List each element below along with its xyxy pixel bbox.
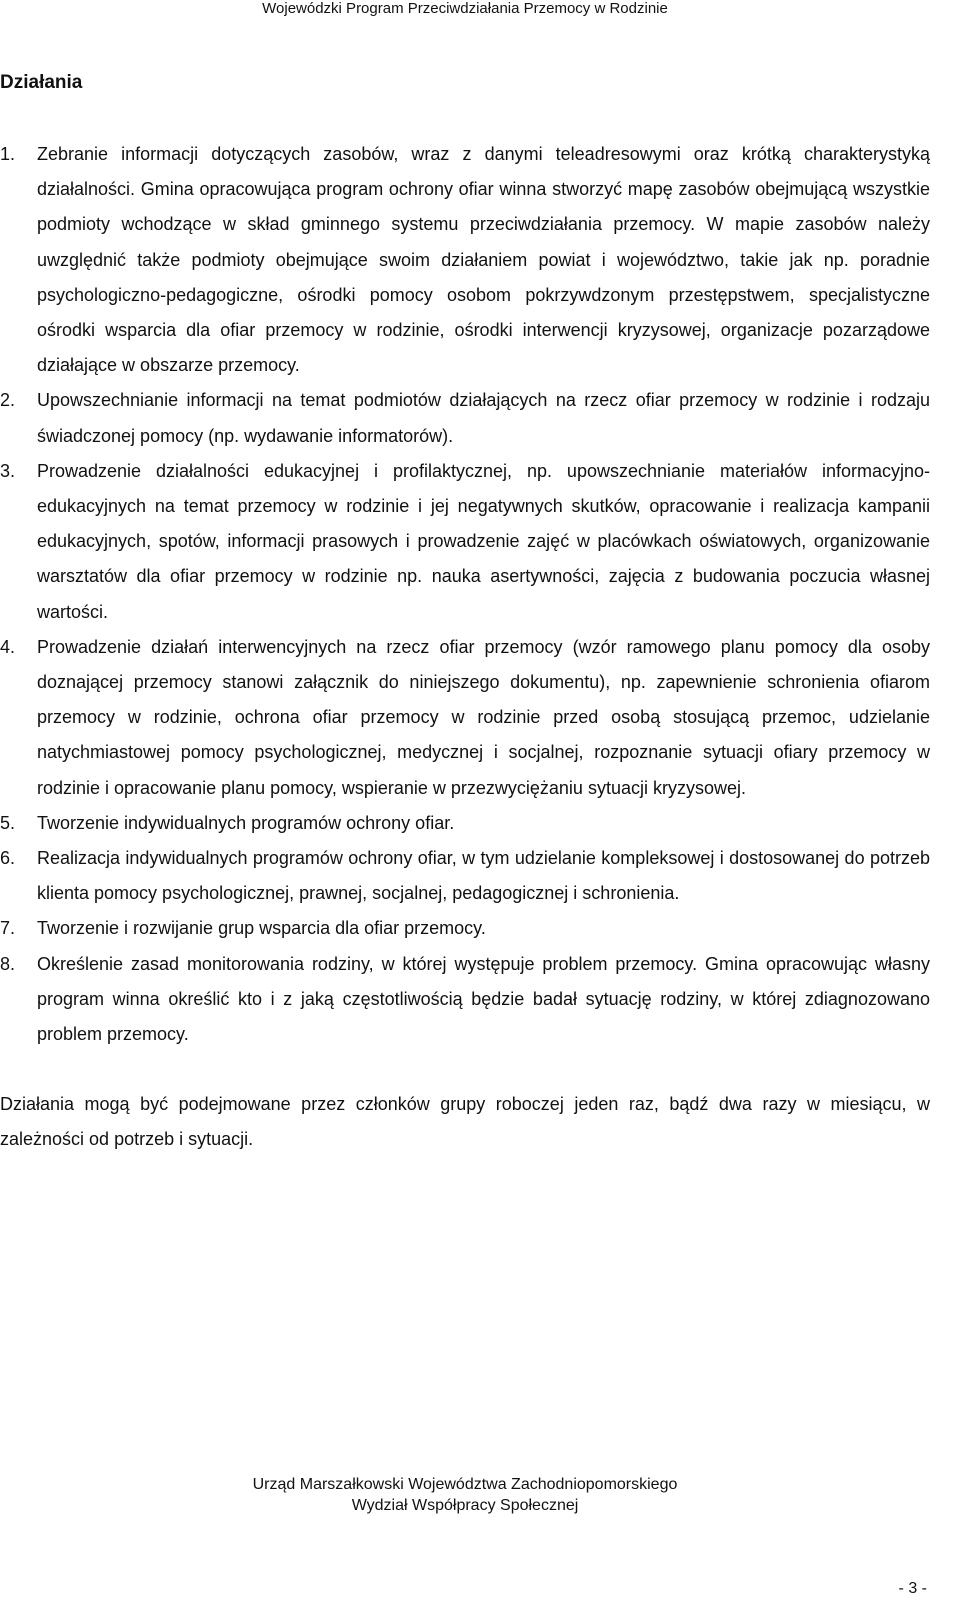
list-item-number: 6. xyxy=(0,848,16,869)
list-item-text: Upowszechnianie informacji na temat podmiotów działających na rzecz ofiar przemocy w rodzinie i rodzaju świadczonej pomocy (np. wydawanie informatorów). xyxy=(37,390,930,446)
page-number: - 3 - xyxy=(898,1580,927,1597)
footer-office-name: Urząd Marszałkowski Województwa Zachodniopomorskiego xyxy=(252,1476,678,1493)
actions-list xyxy=(0,137,930,1052)
list-item xyxy=(0,137,930,383)
list-item xyxy=(0,630,930,806)
list-item-number: 7. xyxy=(0,918,16,939)
list-item xyxy=(0,841,930,911)
list-item-text: Prowadzenie działalności edukacyjnej i profilaktycznej, np. upowszechnianie materiałów informacyjno-edukacyjnych na temat przemocy w rodzinie i jej negatywnych skutków, opracowanie i realizacja kampanii edukacyjnych, spotów, informacji prasowych i prowadzenie zajęć w placówkach oświatowych, organizowanie warsztatów dla ofiar przemocy w rodzinie np. nauka asertywności, zajęcia z budowania poczucia własnej wartości. xyxy=(37,460,930,622)
page-footer xyxy=(0,1474,930,1516)
list-item xyxy=(0,911,930,946)
list-item-text: Zebranie informacji dotyczących zasobów, wraz z danymi teleadresowymi oraz krótką charakterystyką działalności. Gmina opracowująca program ochrony ofiar winna stworzyć mapę zasobów obejmującą wszystkie podmioty wchodzące w skład gminnego systemu przeciwdziałania przemocy. W mapie zasobów należy uwzględnić także podmioty obejmujące swoim działaniem powiat i województwo, takie jak np. poradnie psychologiczno-pedagogiczne, ośrodki pomocy osobom pokrzywdzonym przestępstwem, specjalistyczne ośrodki wsparcia dla ofiar przemocy w rodzinie, ośrodki interwencji kryzysowej, organizacje pozarządowe działające w obszarze przemocy. xyxy=(37,144,930,376)
list-item xyxy=(0,454,930,630)
list-item-number: 3. xyxy=(0,460,16,481)
list-item-number: 2. xyxy=(0,390,16,411)
summary-paragraph: Działania mogą być podejmowane przez członków grupy roboczej jeden raz, bądź dwa razy w miesiącu, w zależności od potrzeb i sytuacji. xyxy=(0,1094,930,1150)
footer-department-name: Wydział Współpracy Społecznej xyxy=(351,1497,579,1514)
list-item-text: Realizacja indywidualnych programów ochrony ofiar, w tym udzielanie kompleksowej i dostosowanej do potrzeb klienta pomocy psychologicznej, prawnej, socjalnej, pedagogicznej i schronienia. xyxy=(37,848,930,904)
list-item-text: Prowadzenie działań interwencyjnych na rzecz ofiar przemocy (wzór ramowego planu pomocy dla osoby doznającej przemocy stanowi załącznik do niniejszego dokumentu), np. zapewnienie schronienia ofiarom przemocy w rodzinie, ochrona ofiar przemocy w rodzinie przed osobą stosującą przemoc, udzielanie natychmiastowej pomocy psychologicznej, medycznej i socjalnej, rozpoznanie sytuacji ofiary przemocy w rodzinie i opracowanie planu pomocy, wspieranie w przezwyciężaniu sytuacji kryzysowej. xyxy=(37,636,930,798)
list-item xyxy=(0,947,930,1053)
list-item xyxy=(0,806,930,841)
list-item-number: 4. xyxy=(0,636,16,657)
list-item-number: 1. xyxy=(0,144,16,164)
document-body xyxy=(0,137,930,1176)
section-heading: Działania xyxy=(0,72,83,93)
list-item-number: 5. xyxy=(0,812,16,833)
list-item-text: Określenie zasad monitorowania rodziny, w której występuje problem przemocy. Gmina opracowując własny program winna określić kto i z jaką częstotliwością będzie badał sytuację rodziny, w której zdiagnozowano problem przemocy. xyxy=(37,953,930,1045)
list-item-number: 8. xyxy=(0,953,16,974)
list-item-text: Tworzenie indywidualnych programów ochrony ofiar. xyxy=(37,812,455,833)
list-item xyxy=(0,383,930,453)
running-header: Wojewódzki Program Przeciwdziałania Przemocy w Rodzinie xyxy=(262,0,668,17)
list-item-text: Tworzenie i rozwijanie grup wsparcia dla ofiar przemocy. xyxy=(37,918,486,939)
